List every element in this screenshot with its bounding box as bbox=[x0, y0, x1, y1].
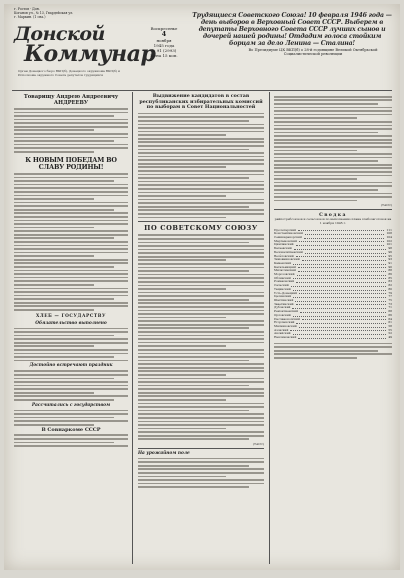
dot-leader bbox=[293, 288, 387, 291]
article-text bbox=[138, 234, 264, 440]
district-name: Милютинский bbox=[274, 268, 296, 273]
district-name: Целинский bbox=[274, 294, 292, 299]
district-percent: 55 bbox=[388, 327, 392, 332]
dot-leader bbox=[298, 229, 384, 232]
district-name: Аксайский bbox=[274, 331, 291, 336]
section-headline: ХЛЕБ — ГОСУДАРСТВУ bbox=[35, 313, 107, 319]
issue-number: № 91 (2993) bbox=[151, 48, 177, 53]
district-percent: 58 bbox=[388, 323, 392, 328]
article-text bbox=[138, 458, 264, 488]
district-percent: 102 bbox=[386, 238, 392, 243]
district-percent: 52 bbox=[388, 331, 392, 336]
district-percent: 73 bbox=[388, 301, 392, 306]
article-text bbox=[14, 370, 128, 400]
dot-leader bbox=[305, 232, 385, 235]
top-left-address bbox=[14, 8, 102, 20]
district-name: Обливский bbox=[274, 275, 291, 280]
article-text bbox=[14, 434, 128, 446]
right-column bbox=[274, 94, 392, 361]
subhead: Достойно встречают праздник bbox=[29, 363, 113, 369]
district-percent: 88 bbox=[388, 268, 392, 273]
greeting-headline: Товарищу Андрею Андреевичу АНДРЕЕВУ bbox=[23, 94, 119, 106]
svodka-row bbox=[274, 336, 392, 340]
dot-leader bbox=[299, 292, 386, 295]
newspaper-page bbox=[4, 4, 400, 570]
district-name: Мартыновский bbox=[274, 238, 298, 243]
district-percent: 90 bbox=[388, 264, 392, 269]
district-percent: 98 bbox=[388, 246, 392, 251]
dot-leader bbox=[296, 280, 386, 283]
column-divider bbox=[269, 92, 270, 564]
price: Цена 15 коп. bbox=[150, 53, 178, 58]
district-name: Романовский bbox=[274, 279, 295, 284]
dot-leader bbox=[299, 240, 384, 243]
newspaper-title bbox=[14, 23, 156, 67]
district-name: Заветинский bbox=[274, 301, 294, 306]
district-name: Весёловский bbox=[274, 253, 294, 258]
district-name: Сальский bbox=[274, 283, 289, 288]
title-line-1: Донской bbox=[14, 23, 105, 45]
svodka-subtitle: райпотребсоюзов и сельсоюзов по выполнению плана хлебозаготовок на 1 ноября 1945 г. bbox=[274, 217, 392, 225]
svodka-title: Сводка bbox=[319, 213, 347, 219]
column-divider bbox=[132, 92, 133, 564]
tass-credit: (ТАСС) bbox=[252, 441, 264, 446]
district-name: Каменский bbox=[274, 260, 292, 265]
district-name: Константиновский bbox=[274, 231, 303, 236]
issue-date-box bbox=[146, 26, 182, 78]
district-percent: 101 bbox=[386, 242, 392, 247]
article-text bbox=[14, 410, 128, 426]
subhead: Рассчитались с государством bbox=[31, 402, 111, 408]
district-percent: 104 bbox=[386, 235, 392, 240]
dot-leader bbox=[296, 255, 387, 258]
section-rule bbox=[138, 221, 264, 222]
dot-leader bbox=[293, 332, 387, 335]
district-percent: 85 bbox=[388, 275, 392, 280]
decree-head: Во Президиуме ЦК ВКП(б) о 28-й годовщине Великой Октябрьской Социалистической революции bbox=[248, 48, 378, 57]
date-day: 4 bbox=[161, 30, 167, 38]
district-percent: 93 bbox=[388, 257, 392, 262]
dot-leader bbox=[296, 303, 387, 306]
address-line: г. Ростов - Дон. bbox=[14, 7, 40, 11]
date-month: ноября bbox=[156, 38, 172, 43]
district-name: Орловский bbox=[274, 312, 291, 317]
dot-leader bbox=[298, 266, 386, 269]
dot-leader bbox=[294, 247, 387, 250]
ussr-headline: ПО СОВЕТСКОМУ СОЮЗУ bbox=[144, 224, 258, 233]
masthead-rule bbox=[12, 90, 392, 91]
district-percent: 66 bbox=[388, 312, 392, 317]
dot-leader bbox=[302, 258, 387, 261]
district-name: Зимовниковский bbox=[274, 257, 300, 262]
weekday: Воскресенье bbox=[150, 26, 178, 31]
district-percent: 49 bbox=[388, 335, 392, 340]
district-name: Морозовский bbox=[274, 272, 295, 277]
district-name: Азовский bbox=[274, 327, 289, 332]
district-percent: 80 bbox=[388, 286, 392, 291]
victory-headline: К НОВЫМ ПОБЕДАМ ВО СЛАВУ РОДИНЫ! bbox=[25, 155, 117, 171]
left-column bbox=[14, 94, 128, 449]
article-text bbox=[274, 343, 392, 359]
dot-leader bbox=[292, 306, 386, 309]
district-name: Пролетарский bbox=[274, 227, 297, 232]
district-percent: 83 bbox=[388, 279, 392, 284]
main-headline: Выдвижение кандидатов в состав республиканских избирательных комиссий по выборам в Совет Национальностей bbox=[139, 93, 263, 111]
district-name: Песчанокопский bbox=[274, 316, 300, 321]
district-percent: 71 bbox=[388, 305, 392, 310]
front-slogan: Трудящиеся Советского Союза! 10 февраля 1946 года — день выборов в Верховный Совет СССР. Выберем в депутаты Верховного Совета СССР лучших сынов и дочерей нашей родины! Отдадим голоса стойким борцам за дело Ленина — Сталина! bbox=[192, 12, 392, 48]
dot-leader bbox=[296, 321, 386, 324]
dot-leader bbox=[298, 336, 386, 339]
district-percent: 79 bbox=[388, 290, 392, 295]
district-percent: 91 bbox=[388, 260, 392, 265]
dot-leader bbox=[299, 325, 387, 328]
masthead bbox=[14, 23, 156, 86]
section-rule bbox=[138, 448, 264, 449]
district-percent: 95 bbox=[388, 253, 392, 258]
district-name: Дубовский bbox=[274, 305, 291, 310]
dot-leader bbox=[302, 318, 386, 321]
district-percent: 64 bbox=[388, 316, 392, 321]
district-percent: 68 bbox=[388, 309, 392, 314]
subhead: Обязательство выполнено bbox=[35, 320, 107, 326]
subhead: В Совнаркоме СССР bbox=[41, 426, 101, 433]
district-percent: 86 bbox=[388, 272, 392, 277]
date-year: 1945 года bbox=[153, 43, 175, 48]
dot-leader bbox=[293, 295, 386, 298]
district-percent: 108 bbox=[386, 231, 392, 236]
address-line: г. Маркин. (1 сна.) bbox=[14, 14, 46, 19]
dot-leader bbox=[297, 273, 387, 276]
district-name: Шахтинский bbox=[274, 297, 294, 302]
dot-leader bbox=[293, 314, 387, 317]
dot-leader bbox=[293, 262, 386, 265]
district-name: Егорлыкский bbox=[274, 320, 295, 325]
article-text bbox=[138, 113, 264, 218]
title-line-2: Коммунар bbox=[24, 41, 156, 67]
district-name: Мясниковский bbox=[274, 323, 297, 328]
district-name: Ремонтненский bbox=[274, 309, 299, 314]
article-text bbox=[274, 96, 392, 201]
district-name: Багаевский bbox=[274, 246, 292, 251]
district-name: Тацинский bbox=[274, 286, 291, 291]
dot-leader bbox=[305, 251, 386, 254]
district-percent: 111 bbox=[386, 227, 392, 232]
dot-leader bbox=[295, 299, 386, 302]
tass-credit: (ТАСС) bbox=[380, 203, 392, 208]
address-line: Коганов ул., № 13, Гвардейская ул. bbox=[14, 10, 74, 15]
district-name: Семикаракорский bbox=[274, 235, 302, 240]
dot-leader bbox=[290, 329, 386, 332]
svodka-table bbox=[274, 229, 392, 340]
newspaper-subtitle: Орган Донецкого бюро ВКП(б), Донецкого окружкома ВКП(б) и Исполкома окружного Совета депутатов трудящихся bbox=[18, 69, 121, 77]
dot-leader bbox=[293, 277, 387, 280]
district-percent: 82 bbox=[388, 283, 392, 288]
district-name: Кагальницкий bbox=[274, 264, 296, 269]
district-percent: 96 bbox=[388, 249, 392, 254]
district-name: Неклиновский bbox=[274, 335, 297, 340]
victory-text bbox=[14, 173, 128, 311]
district-name: Белокалитвенский bbox=[274, 249, 303, 254]
dot-leader bbox=[296, 243, 385, 246]
district-percent: 75 bbox=[388, 297, 392, 302]
dot-leader bbox=[298, 269, 386, 272]
bottom-headline: На урожайном поле bbox=[138, 450, 190, 456]
greeting-text bbox=[14, 108, 128, 153]
dot-leader bbox=[291, 284, 387, 287]
dot-leader bbox=[300, 310, 386, 313]
district-percent: 77 bbox=[388, 294, 392, 299]
district-percent: 61 bbox=[388, 320, 392, 325]
article-text bbox=[14, 328, 128, 362]
district-name: Цимлянский bbox=[274, 242, 294, 247]
district-name: Усть-Донецкий bbox=[274, 290, 298, 295]
center-column bbox=[138, 94, 264, 490]
section-rule bbox=[274, 209, 392, 210]
dot-leader bbox=[304, 236, 385, 239]
